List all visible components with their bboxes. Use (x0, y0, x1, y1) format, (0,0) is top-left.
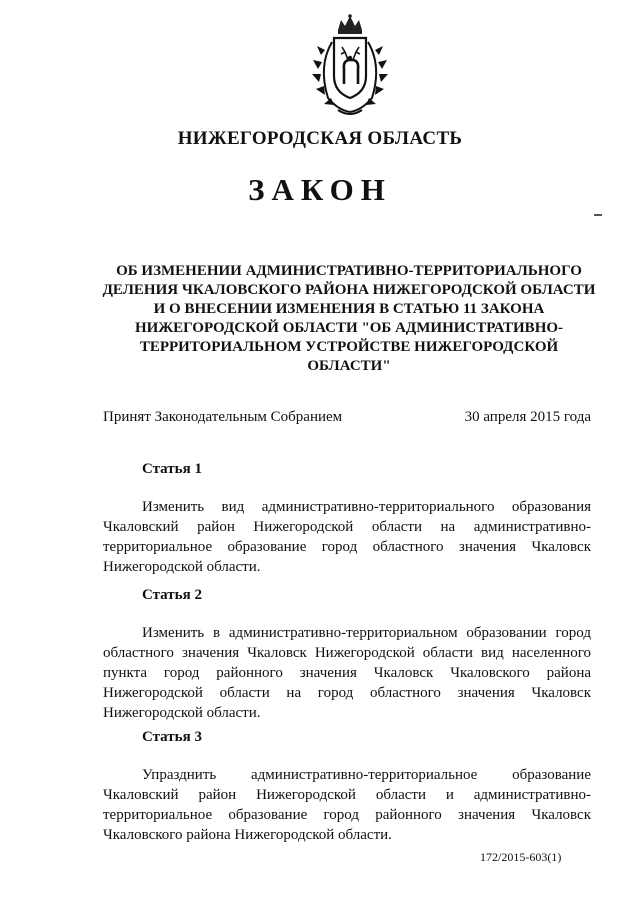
law-title: ОБ ИЗМЕНЕНИИ АДМИНИСТРАТИВНО-ТЕРРИТОРИАЛЬНОГО ДЕЛЕНИЯ ЧКАЛОВСКОГО РАЙОНА НИЖЕГОРОДСКОЙ ОБЛАСТИ И О ВНЕСЕНИИ ИЗМЕНЕНИЯ В СТАТЬЮ 11 ЗАКОНА НИЖЕГОРОДСКОЙ ОБЛАСТИ "ОБ АДМИНИСТРАТИВНО-ТЕРРИТОРИАЛЬНОМ УСТРОЙСТВЕ НИЖЕГОРОДСКОЙ ОБЛАСТИ" (102, 263, 596, 374)
article-3-heading: Статья 3 (142, 729, 202, 745)
document-type-heading: ЗАКОН (248, 172, 392, 207)
article-2-heading: Статья 2 (142, 587, 202, 603)
article-1-text: Изменить вид административно-территориального образования Чкаловский район Нижегородской области на административно-территориальное образование город областного значения Чкаловск Нижегородской области. (103, 499, 591, 575)
adoption-label: Принят Законодательным Собранием (103, 409, 343, 425)
article-2-text: Изменить в административно-территориальном образовании город областного значения Чкаловск Нижегородской области вид населенного пункта город районного значения Чкаловск Чкаловского района Нижегородской области на город областного значения Чкаловск Нижегородской области. (103, 625, 591, 721)
document-number: 172/2015-603(1) (480, 850, 562, 864)
coat-of-arms-icon (308, 14, 392, 118)
adoption-line (103, 409, 591, 426)
article-3-text: Упразднить административно-территориальное образование Чкаловский район Нижегородской области и административно-территориальное образование город районного значения Чкаловск Чкаловского района Нижегородской области. (103, 767, 591, 843)
region-heading: НИЖЕГОРОДСКАЯ ОБЛАСТЬ (177, 128, 463, 149)
adoption-date: 30 апреля 2015 года (464, 409, 591, 425)
article-1-heading: Статья 1 (142, 461, 202, 477)
scan-mark (594, 214, 602, 216)
